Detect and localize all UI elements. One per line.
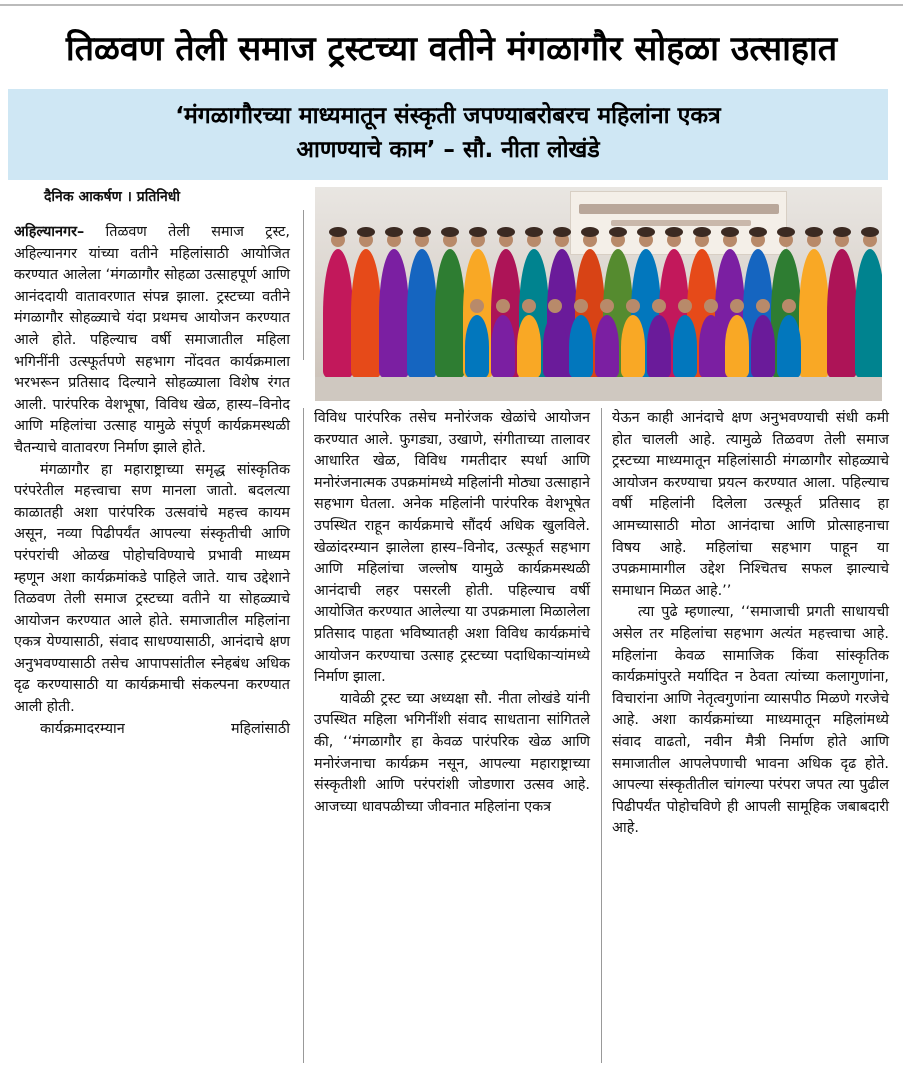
person-hair — [609, 227, 627, 237]
child-face — [730, 299, 744, 313]
person-hair — [637, 227, 655, 237]
person-hair — [581, 227, 599, 237]
child-face — [756, 299, 770, 313]
child-face — [470, 299, 484, 313]
child-face — [600, 299, 614, 313]
child-face — [782, 299, 796, 313]
child-figure — [569, 315, 593, 379]
person-figure — [379, 249, 409, 379]
article-column-1 — [14, 222, 290, 740]
child-face — [704, 299, 718, 313]
person-hair — [721, 227, 739, 237]
person-hair — [833, 227, 851, 237]
person-hair — [441, 227, 459, 237]
child-figure — [647, 315, 671, 379]
child-figure — [725, 315, 749, 379]
child-face — [548, 299, 562, 313]
column-divider-3 — [601, 408, 602, 1063]
person-hair — [413, 227, 431, 237]
group-photo-icon — [315, 187, 882, 401]
subheadline-box — [8, 89, 888, 180]
child-figure — [491, 315, 515, 379]
child-figure — [777, 315, 801, 379]
person-hair — [469, 227, 487, 237]
floor — [315, 377, 882, 401]
headline: तिळवण तेली समाज ट्रस्टच्या वतीने मंगळागौर सोहळा उत्साहात — [65, 29, 838, 69]
paragraph: तिळवण तेली समाज ट्रस्ट, अहिल्यानगर यांच्या वतीने महिलांसाठी आयोजित करण्यात आलेला ‘मंगळागौर सोहळा उत्साहपूर्ण आणि आनंददायी वातावरणात संपन्न झाला. ट्रस्टच्या वतीने मंगळागौर सोहळ्याचे यंदा प्रथमच आयोजन करण्यात आले होते. पहिल्याच वर्षी समाजातील महिला भगिनींनी उत्स्फूर्तपणे सहभाग नोंदवत कार्यक्रमाला भरभरून प्रतिसाद दिल्याने सोहळ्याला विशेष रंगत आली. पारंपरिक वेशभूषा, विविध खेळ, हास्य–विनोद आणि महिलांचा उत्साह यामुळे संपूर्ण कार्यक्रमस्थळी चैतन्याचे वातावरण निर्माण झाले होते. — [14, 224, 290, 456]
child-figure — [595, 315, 619, 379]
person-hair — [329, 227, 347, 237]
child-figure — [699, 315, 723, 379]
person-figure — [435, 249, 465, 379]
paragraph: त्या पुढे म्हणाल्या, ‘‘समाजाची प्रगती साधायची असेल तर महिलांचा सहभाग अत्यंत महत्त्वाचा आहे. महिलांना केवळ सामाजिक किंवा सांस्कृतिक कार्यक्रमांपुरते मर्यादित न ठेवता त्यांच्या कलागुणांना, विचारांना आणि नेतृत्वगुणांना व्यासपीठ मिळणे गरजेचे आहे. अशा कार्यक्रमांच्या माध्यमातून महिलांमध्ये संवाद वाढतो, नवीन मैत्री निर्माण होते आणि समाजातील आपलेपणाची भावना अधिक दृढ होते. आपल्या संस्कृतीतील चांगल्या परंपरा जपत त्या पुढील पिढीपर्यंत पोहोचविणे ही आपली सामूहिक जबाबदारी आहे. — [612, 604, 889, 837]
person-hair — [497, 227, 515, 237]
child-figure — [751, 315, 775, 379]
child-figure — [517, 315, 541, 379]
column-divider-1 — [303, 210, 304, 360]
child-face — [574, 299, 588, 313]
top-rule — [0, 4, 903, 6]
person-hair — [861, 227, 879, 237]
paragraph: यावेळी ट्रस्ट च्या अध्यक्षा सौ. नीता लोखंडे यांनी उपस्थित महिला भगिनींशी संवाद साधताना सांगितले की, ‘‘मंगळागौर हा केवळ पारंपरिक खेळ आणि मनोरंजनाचा कार्यक्रम नसून, आपल्या महाराष्ट्राच्या संस्कृतीशी आणि परंपरांशी जोडणारा उत्सव आहे. आजच्या धावपळीच्या जीवनात महिलांना एकत्र — [314, 690, 590, 815]
person-hair — [777, 227, 795, 237]
person-hair — [749, 227, 767, 237]
person-figure — [351, 249, 381, 379]
article-column-2 — [314, 408, 590, 818]
person-figure — [827, 249, 857, 379]
child-figure — [621, 315, 645, 379]
paragraph: कार्यक्रमादरम्यान महिलांसाठी — [40, 720, 290, 737]
dateline: अहिल्यानगर– — [14, 224, 85, 240]
child-face — [626, 299, 640, 313]
paragraph: विविध पारंपरिक तसेच मनोरंजक खेळांचे आयोजन करण्यात आले. फुगड्या, उखाणे, संगीताच्या तालावर आधारित खेळ, विविध गमतीदार स्पर्धा आणि मनोरंजनात्मक उपक्रमांमध्ये महिलांनी मोठ्या उत्साहाने सहभाग घेतला. अनेक महिलांनी पारंपरिक वेशभूषेत उपस्थित राहून कार्यक्रमाचे सौंदर्य अधिक खुलविले. खेळांदरम्यान झालेला हास्य–विनोद, उत्स्फूर्त सहभाग आणि महिलांचा जल्लोष यामुळे कार्यक्रमस्थळी आनंदाची लहर पसरली होती. पहिल्याच वर्षी आयोजित करण्यात आलेल्या या उपक्रमाला मिळालेला प्रतिसाद पाहता भविष्यातही अशा विविध कार्यक्रमांचे आयोजन करण्याचा उत्साह ट्रस्टच्या पदाधिकाऱ्यांमध्ये निर्माण झाला. — [314, 410, 590, 686]
person-hair — [525, 227, 543, 237]
article-column-3 — [612, 408, 889, 840]
person-hair — [665, 227, 683, 237]
subheadline-line-1: ‘मंगळागौरच्या माध्यमातून संस्कृती जपण्याबरोबरच महिलांना एकत्र — [175, 103, 721, 129]
child-face — [652, 299, 666, 313]
person-figure — [407, 249, 437, 379]
person-hair — [385, 227, 403, 237]
child-face — [496, 299, 510, 313]
person-hair — [553, 227, 571, 237]
person-hair — [357, 227, 375, 237]
person-hair — [693, 227, 711, 237]
person-figure — [323, 249, 353, 379]
column-divider-2 — [303, 408, 304, 1063]
subheadline-line-2: आणण्याचे काम’ – सौ. नीता लोखंडे — [296, 137, 600, 163]
person-figure — [855, 249, 882, 379]
byline: दैनिक आकर्षण । प्रतिनिधी — [44, 189, 180, 205]
child-face — [522, 299, 536, 313]
person-figure — [799, 249, 829, 379]
paragraph: मंगळागौर हा महाराष्ट्राच्या समृद्ध सांस्कृतिक परंपरेतील महत्त्वाचा सण मानला जातो. बदलत्या काळातही अशा पारंपरिक उत्सवांचे महत्त्व कायम असून, नव्या पिढीपर्यंत आपल्या संस्कृतीची आणि परंपरांची ओळख पोहोचविण्याचे प्रभावी माध्यम म्हणून अशा कार्यक्रमांकडे पाहिले जाते. याच उद्देशाने तिळवण तेली समाज ट्रस्टच्या वतीने या सोहळ्याचे आयोजन करण्यात आले होते. समाजातील महिलांना एकत्र येण्यासाठी, संवाद साधण्यासाठी, आनंदाचे क्षण अनुभवण्यासाठी तसेच आपापसांतील स्नेहबंध अधिक दृढ करण्यासाठी या कार्यक्रमाची संकल्पना करण्यात आली होती. — [14, 461, 290, 716]
child-figure — [673, 315, 697, 379]
person-hair — [805, 227, 823, 237]
child-figure — [543, 315, 567, 379]
paragraph: येऊन काही आनंदाचे क्षण अनुभवण्याची संधी कमी होत चालली आहे. त्यामुळे तिळवण तेली समाज ट्रस्टच्या माध्यमातून महिलांसाठी मंगळागौर सोहळ्याचे आयोजन करण्याचा प्रयत्न करण्यात आला. पहिल्याच वर्षी महिलांनी दिलेला उत्स्फूर्त प्रतिसाद हा आमच्यासाठी मोठा आनंदाचा आणि प्रोत्साहनाचा विषय आहे. महिलांचा सहभाग पाहून या उपक्रमामागील उद्देश निश्चितच सफल झाल्याचे समाधान मिळत आहे.’’ — [612, 410, 889, 599]
child-face — [678, 299, 692, 313]
child-figure — [465, 315, 489, 379]
